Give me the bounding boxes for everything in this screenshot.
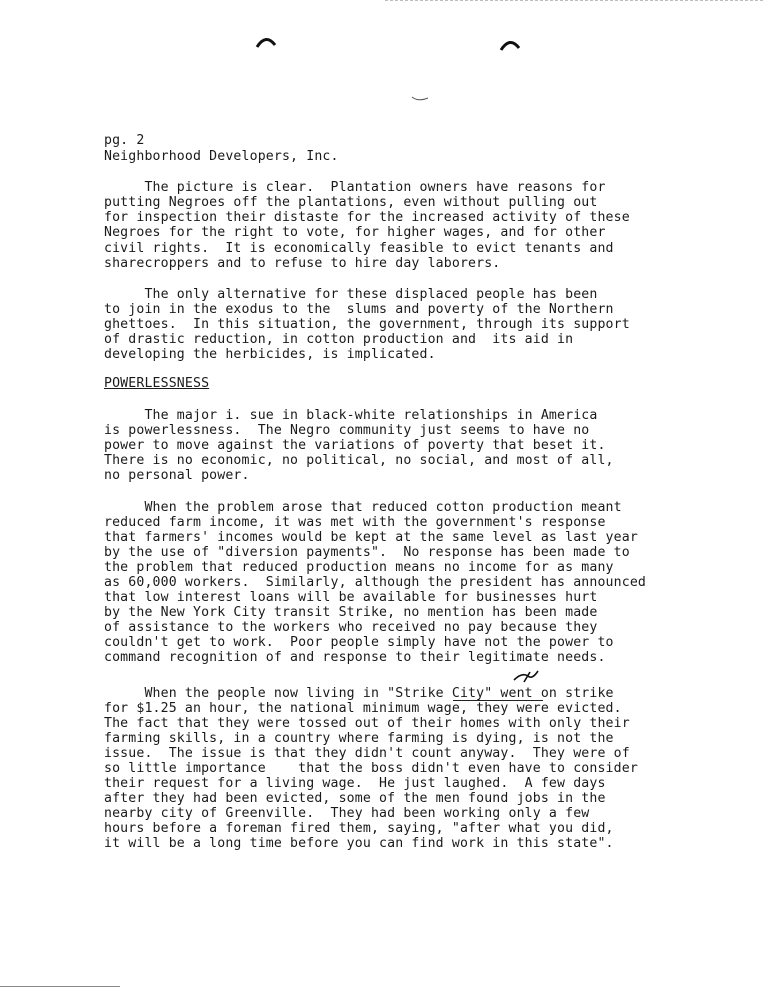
text-line: nearby city of Greenville. They had been working only a few	[104, 806, 590, 821]
page-number: pg. 2	[104, 133, 145, 148]
text-line: is powerlessness. The Negro community just seems to have no	[104, 423, 590, 438]
text-line: that farmers' incomes would be kept at the same level as last year	[104, 530, 638, 545]
text-line: When the problem arose that reduced cotton production meant	[104, 500, 622, 515]
text-line: ghettoes. In this situation, the government, through its support	[104, 317, 630, 332]
text-line: When the people now living in "Strike City" went on strike	[104, 686, 614, 701]
binder-hole-mark-right	[498, 36, 522, 52]
scan-speck	[410, 94, 432, 104]
text-line: to join in the exodus to the slums and poverty of the Northern	[104, 302, 614, 317]
text-line: for inspection their distaste for the increased activity of these	[104, 210, 630, 225]
text-line: couldn't get to work. Poor people simply have not the power to	[104, 635, 614, 650]
text-line: The fact that they were tossed out of their homes with only their	[104, 716, 630, 731]
text-line: their request for a living wage. He just laughed. A few days	[104, 776, 606, 791]
text-line: The picture is clear. Plantation owners have reasons for	[104, 180, 606, 195]
scan-edge-line	[0, 986, 120, 987]
text-line: Negroes for the right to vote, for higher wages, and for other	[104, 225, 606, 240]
text-line: hours before a foreman fired them, saying, "after what you did,	[104, 821, 614, 836]
text-line: by the New York City transit Strike, no mention has been made	[104, 605, 598, 620]
binder-hole-mark-left	[254, 33, 278, 49]
handwritten-mark	[512, 668, 542, 684]
section-heading: POWERLESSNESS	[104, 376, 210, 391]
text-line: by the use of "diversion payments". No response has been made to	[104, 545, 630, 560]
text-line: power to move against the variations of poverty that beset it.	[104, 438, 606, 453]
text-line: command recognition of and response to their legitimate needs.	[104, 650, 606, 665]
text-line: so little importance that the boss didn't even have to consider	[104, 761, 638, 776]
text-line: of assistance to the workers who received no pay because they	[104, 620, 598, 635]
text-line: farming skills, in a country where farming is dying, is not the	[104, 731, 614, 746]
text-line: no personal power.	[104, 468, 250, 483]
text-line: as 60,000 workers. Similarly, although the president has announced	[104, 575, 646, 590]
text-line: There is no economic, no political, no social, and most of all,	[104, 453, 614, 468]
text-line: reduced farm income, it was met with the government's response	[104, 515, 606, 530]
text-line: The only alternative for these displaced people has been	[104, 287, 598, 302]
scan-dotted-edge	[385, 0, 763, 1]
text-line: the problem that reduced production means no income for as many	[104, 560, 614, 575]
text-line: that low interest loans will be available for businesses hurt	[104, 590, 598, 605]
text-line: it will be a long time before you can find work in this state".	[104, 836, 614, 851]
text-line: of drastic reduction, in cotton production and its aid in	[104, 332, 574, 347]
text-line: after they had been evicted, some of the men found jobs in the	[104, 791, 606, 806]
text-line: The major i. sue in black-white relationships in America	[104, 408, 598, 423]
text-line: issue. The issue is that they didn't count anyway. They were of	[104, 746, 630, 761]
text-line: for $1.25 an hour, the national minimum wage, they were evicted.	[104, 701, 622, 716]
text-line: sharecroppers and to refuse to hire day laborers.	[104, 256, 501, 271]
text-line: developing the herbicides, is implicated.	[104, 347, 436, 362]
text-line: putting Negroes off the plantations, even without pulling out	[104, 195, 598, 210]
text-line: civil rights. It is economically feasible to evict tenants and	[104, 241, 614, 256]
organization-name: Neighborhood Developers, Inc.	[104, 149, 339, 164]
